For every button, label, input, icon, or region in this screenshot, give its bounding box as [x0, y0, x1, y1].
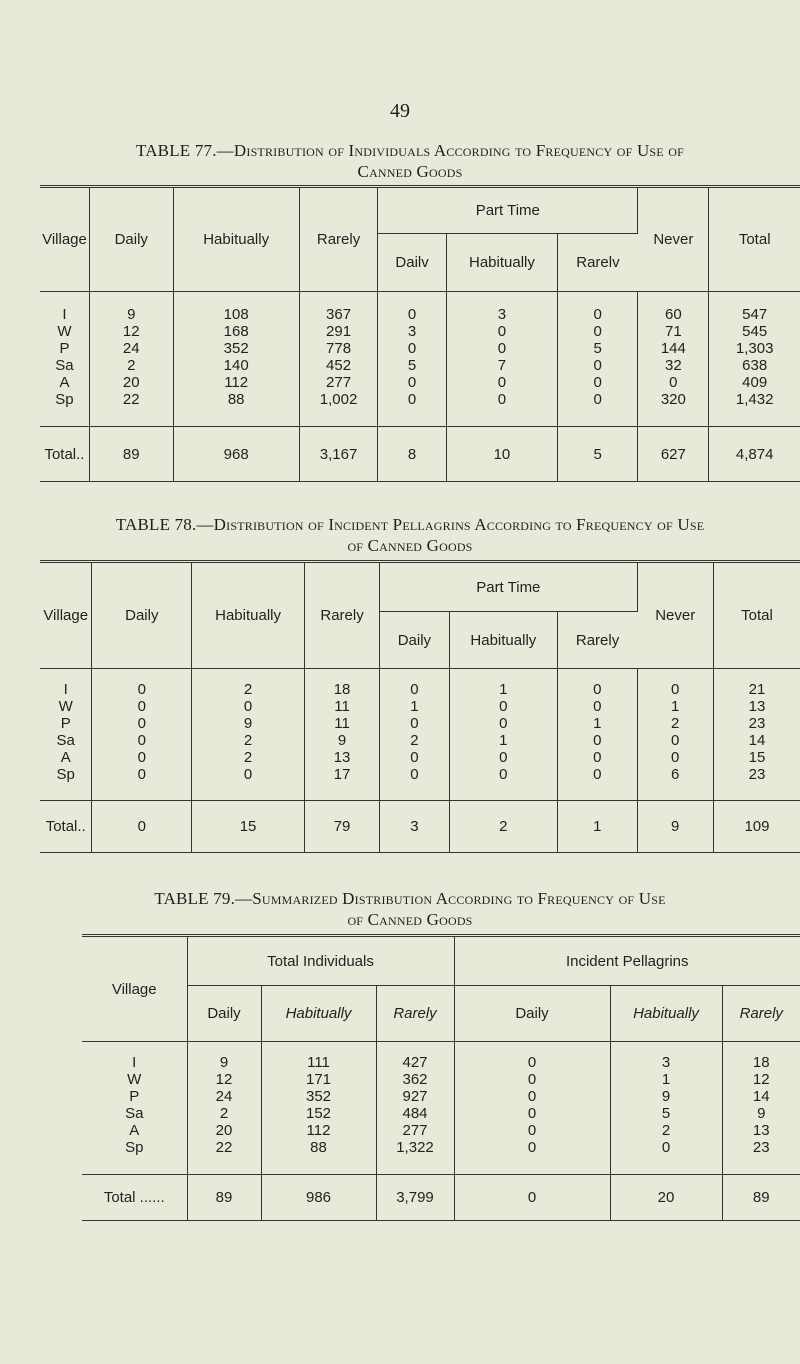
- row-label: Sa: [40, 732, 92, 749]
- table-cell: 23: [748, 766, 766, 783]
- table-cell: 3: [446, 292, 557, 324]
- table-77-caption-prefix: TABLE 77.—: [135, 141, 234, 160]
- table-cell: 6: [637, 766, 713, 801]
- row-label: Sa: [82, 1105, 187, 1122]
- table-row: [82, 1088, 800, 1105]
- header-habitually: Habitually: [173, 187, 299, 292]
- total-cell: 10: [446, 427, 557, 482]
- table-row: [82, 1139, 800, 1175]
- table-row: [82, 1105, 800, 1122]
- table-cell: 144: [638, 340, 709, 357]
- table-cell: 0: [558, 374, 638, 391]
- table-row: [40, 766, 800, 801]
- table-cell: 0: [558, 323, 638, 340]
- table-cell: 9: [187, 1042, 261, 1072]
- table-cell: 0: [454, 1122, 610, 1139]
- table-cell: 0: [454, 1071, 610, 1088]
- row-label: Sa: [40, 357, 89, 374]
- header-part-time-habitually: Habitually: [449, 612, 557, 669]
- header-part-time: Part Time: [380, 562, 637, 612]
- table-cell: 0: [449, 749, 557, 766]
- table-cell: 0: [558, 669, 637, 699]
- header-habitually: Habitually: [192, 562, 305, 669]
- table-cell: 21: [748, 681, 766, 698]
- table-cell: 3: [378, 323, 447, 340]
- table-78-caption-prefix: TABLE 78.—: [115, 515, 214, 534]
- table-cell: 0: [637, 732, 713, 749]
- table-row: [82, 1042, 800, 1072]
- table-78-caption: [40, 514, 780, 556]
- total-row: [40, 427, 800, 482]
- table-row: [40, 749, 800, 766]
- header-part-time-habitually: Habitually: [446, 234, 557, 292]
- table-cell: 367: [299, 292, 378, 324]
- table-cell: 15: [748, 749, 766, 766]
- total-cell: 2: [449, 801, 557, 853]
- header-part-time-daily: Daily: [380, 612, 449, 669]
- total-cell: 89: [187, 1175, 261, 1221]
- header-never: Never: [637, 562, 713, 669]
- table-cell: 24: [187, 1088, 261, 1105]
- table-cell: 88: [173, 391, 299, 427]
- table-cell: 171: [261, 1071, 376, 1088]
- header-part-time-rarely: Rarely: [575, 631, 620, 649]
- table-cell: 1: [449, 669, 557, 699]
- page-number: 49: [390, 100, 410, 122]
- table-row: [40, 698, 800, 715]
- table-row: [40, 715, 800, 732]
- table-cell: 0: [454, 1042, 610, 1072]
- table-77-caption-line2: Canned Goods: [357, 162, 463, 181]
- table-cell: 0: [558, 357, 638, 374]
- total-cell: 109: [713, 801, 800, 853]
- table-cell: 277: [376, 1122, 454, 1139]
- table-cell: 0: [446, 391, 557, 427]
- table-cell: 20: [187, 1122, 261, 1139]
- table-cell: 0: [380, 669, 449, 699]
- table-cell: 108: [173, 292, 299, 324]
- table-cell: 638: [742, 357, 768, 374]
- table-cell: 1,432: [735, 391, 774, 408]
- table-cell: 5: [610, 1105, 722, 1122]
- header-total: Total: [738, 231, 771, 248]
- table-cell: 0: [637, 749, 713, 766]
- table-cell: 1,322: [376, 1139, 454, 1175]
- table-79-caption-title: Summarized Distribution According to Frequency of Use: [252, 889, 666, 908]
- row-label: W: [40, 698, 92, 715]
- table-row: [40, 732, 800, 749]
- table-cell: 71: [638, 323, 709, 340]
- row-label: P: [82, 1088, 187, 1105]
- row-label: W: [82, 1071, 187, 1088]
- table-77-caption: [40, 140, 780, 182]
- table-cell: 409: [742, 374, 768, 391]
- row-label: A: [40, 374, 89, 391]
- row-label: I: [40, 292, 89, 324]
- table-cell: 0: [558, 698, 637, 715]
- table-cell: 152: [261, 1105, 376, 1122]
- table-cell: 1: [558, 715, 637, 732]
- table-cell: 927: [376, 1088, 454, 1105]
- table-cell: 0: [378, 292, 447, 324]
- total-row: [40, 801, 800, 853]
- table-row: [82, 1122, 800, 1139]
- total-cell: 89: [722, 1175, 800, 1221]
- table-cell: 0: [558, 749, 637, 766]
- table-cell: 0: [446, 374, 557, 391]
- header-total: Total: [741, 607, 773, 624]
- table-cell: 0: [378, 391, 447, 427]
- table-row: [82, 1071, 800, 1088]
- table-cell: 0: [92, 698, 192, 715]
- row-label: I: [40, 669, 92, 699]
- row-label: Sp: [40, 766, 92, 801]
- table-79-caption-line2: of Canned Goods: [347, 910, 473, 929]
- table-cell: 0: [558, 391, 638, 427]
- table-row: [40, 391, 800, 427]
- total-label: Total ......: [82, 1175, 187, 1221]
- total-cell: 20: [610, 1175, 722, 1221]
- header-pellagrins-daily: Daily: [454, 986, 610, 1042]
- total-row: [82, 1175, 800, 1221]
- table-cell: 291: [299, 323, 378, 340]
- table-78: [40, 560, 800, 853]
- table-cell: 2: [192, 749, 305, 766]
- table-cell: 13: [748, 698, 766, 715]
- total-cell: 986: [261, 1175, 376, 1221]
- table-cell: 0: [378, 374, 447, 391]
- table-cell: 0: [446, 340, 557, 357]
- table-77: [40, 185, 800, 482]
- table-cell: 140: [173, 357, 299, 374]
- total-cell: 3: [380, 801, 449, 853]
- header-total-individuals: Total Individuals: [187, 936, 454, 986]
- header-rarely: Rarely: [299, 187, 378, 292]
- header-village: Village: [40, 187, 89, 292]
- table-cell: 18: [304, 669, 379, 699]
- table-cell: 0: [378, 340, 447, 357]
- total-cell: 1: [558, 801, 637, 853]
- table-79-caption-prefix: TABLE 79.—: [154, 889, 253, 908]
- table-cell: 2: [192, 669, 305, 699]
- table-cell: 7: [446, 357, 557, 374]
- header-rarely: Rarely: [304, 562, 379, 669]
- header-incident-pellagrins: Incident Pellagrins: [454, 936, 800, 986]
- header-never: Never: [638, 187, 709, 292]
- table-row: [40, 374, 800, 391]
- table-cell: 545: [742, 323, 768, 340]
- table-cell: 12: [752, 1071, 770, 1088]
- table-cell: 5: [558, 340, 638, 357]
- total-cell: 15: [192, 801, 305, 853]
- total-cell: 9: [637, 801, 713, 853]
- table-cell: 23: [752, 1139, 770, 1156]
- table-cell: 320: [638, 391, 709, 427]
- table-cell: 0: [449, 698, 557, 715]
- row-label: P: [40, 340, 89, 357]
- row-label: Sp: [40, 391, 89, 427]
- table-row: [40, 357, 800, 374]
- table-cell: 0: [454, 1139, 610, 1175]
- table-cell: 484: [376, 1105, 454, 1122]
- header-daily: Daily: [92, 562, 192, 669]
- table-cell: 111: [261, 1042, 376, 1072]
- table-cell: 0: [92, 732, 192, 749]
- table-78-caption-title: Distribution of Incident Pellagrins According to Frequency of Use: [213, 515, 705, 534]
- table-row: [40, 323, 800, 340]
- table-cell: 0: [454, 1105, 610, 1122]
- total-cell: 5: [558, 427, 638, 482]
- table-cell: 362: [376, 1071, 454, 1088]
- table-cell: 452: [299, 357, 378, 374]
- table-cell: 112: [173, 374, 299, 391]
- table-cell: 9: [610, 1088, 722, 1105]
- table-cell: 2: [187, 1105, 261, 1122]
- table-cell: 14: [752, 1088, 770, 1105]
- table-cell: 0: [558, 292, 638, 324]
- table-cell: 9: [89, 292, 173, 324]
- total-label: Total..: [40, 801, 92, 853]
- table-cell: 1: [380, 698, 449, 715]
- table-cell: 9: [304, 732, 379, 749]
- table-cell: 277: [299, 374, 378, 391]
- table-cell: 5: [378, 357, 447, 374]
- row-label: P: [40, 715, 92, 732]
- table-cell: 0: [638, 374, 709, 391]
- header-individuals-habitually: Habitually: [261, 986, 376, 1042]
- header-village: Village: [40, 562, 92, 669]
- table-cell: 0: [454, 1088, 610, 1105]
- table-cell: 352: [173, 340, 299, 357]
- table-cell: 0: [610, 1139, 722, 1175]
- table-77-caption-title: Distribution of Individuals According to Frequency of Use of: [233, 141, 685, 160]
- table-cell: 0: [380, 749, 449, 766]
- header-individuals-rarely: Rarely: [376, 986, 454, 1042]
- header-village: Village: [82, 936, 187, 1042]
- table-cell: 0: [92, 669, 192, 699]
- table-cell: 2: [89, 357, 173, 374]
- table-cell: 1: [610, 1071, 722, 1088]
- table-cell: 112: [261, 1122, 376, 1139]
- table-cell: 17: [304, 766, 379, 801]
- table-cell: 11: [304, 715, 379, 732]
- table-79: [82, 934, 800, 1221]
- table-cell: 88: [261, 1139, 376, 1175]
- table-cell: 9: [192, 715, 305, 732]
- table-row: [40, 669, 800, 699]
- total-cell: 3,167: [299, 427, 378, 482]
- header-pellagrins-rarely: Rarely: [739, 1005, 783, 1022]
- total-cell: 8: [378, 427, 447, 482]
- header-individuals-daily: Daily: [187, 986, 261, 1042]
- table-cell: 20: [89, 374, 173, 391]
- table-cell: 12: [187, 1071, 261, 1088]
- table-cell: 9: [757, 1105, 766, 1122]
- header-pellagrins-habitually: Habitually: [610, 986, 722, 1042]
- table-cell: 168: [173, 323, 299, 340]
- table-row: [40, 340, 800, 357]
- row-label: W: [40, 323, 89, 340]
- table-cell: 18: [752, 1054, 770, 1071]
- table-cell: 0: [449, 766, 557, 801]
- table-cell: 0: [92, 766, 192, 801]
- table-cell: 0: [558, 766, 637, 801]
- row-label: A: [40, 749, 92, 766]
- total-cell: 0: [92, 801, 192, 853]
- table-cell: 547: [742, 306, 768, 323]
- table-cell: 1: [637, 698, 713, 715]
- table-78-caption-line2: of Canned Goods: [347, 536, 473, 555]
- table-cell: 2: [380, 732, 449, 749]
- table-cell: 0: [92, 749, 192, 766]
- table-cell: 1,002: [299, 391, 378, 427]
- header-part-time: Part Time: [378, 187, 638, 234]
- table-cell: 1,303: [735, 340, 774, 357]
- table-cell: 3: [610, 1042, 722, 1072]
- table-cell: 13: [304, 749, 379, 766]
- table-cell: 2: [637, 715, 713, 732]
- total-cell: 0: [454, 1175, 610, 1221]
- header-part-time-daily: Dailv: [378, 234, 447, 292]
- header-part-time-rarely: Rarelv: [576, 254, 620, 271]
- total-cell: 89: [89, 427, 173, 482]
- table-cell: 0: [192, 698, 305, 715]
- table-cell: 0: [92, 715, 192, 732]
- table-cell: 0: [637, 669, 713, 699]
- table-cell: 0: [449, 715, 557, 732]
- table-cell: 352: [261, 1088, 376, 1105]
- row-label: Sp: [82, 1139, 187, 1175]
- total-cell: 79: [304, 801, 379, 853]
- table-row: [40, 292, 800, 324]
- table-cell: 0: [380, 766, 449, 801]
- table-cell: 32: [638, 357, 709, 374]
- total-cell: 3,799: [376, 1175, 454, 1221]
- row-label: A: [82, 1122, 187, 1139]
- table-cell: 0: [446, 323, 557, 340]
- total-label: Total..: [40, 427, 89, 482]
- table-cell: 0: [380, 715, 449, 732]
- table-cell: 60: [638, 292, 709, 324]
- table-cell: 23: [748, 715, 766, 732]
- total-cell: 627: [638, 427, 709, 482]
- table-cell: 778: [299, 340, 378, 357]
- table-cell: 12: [89, 323, 173, 340]
- table-cell: 11: [304, 698, 379, 715]
- table-cell: 24: [89, 340, 173, 357]
- table-cell: 0: [192, 766, 305, 801]
- table-cell: 2: [192, 732, 305, 749]
- table-cell: 427: [376, 1042, 454, 1072]
- table-cell: 22: [89, 391, 173, 427]
- table-cell: 0: [558, 732, 637, 749]
- table-cell: 1: [449, 732, 557, 749]
- table-cell: 13: [752, 1122, 770, 1139]
- table-cell: 22: [187, 1139, 261, 1175]
- header-daily: Daily: [89, 187, 173, 292]
- table-cell: 2: [610, 1122, 722, 1139]
- total-cell: 968: [173, 427, 299, 482]
- table-cell: 14: [748, 732, 766, 749]
- row-label: I: [82, 1042, 187, 1072]
- total-cell: 4,874: [709, 427, 800, 482]
- table-79-caption: [40, 888, 780, 930]
